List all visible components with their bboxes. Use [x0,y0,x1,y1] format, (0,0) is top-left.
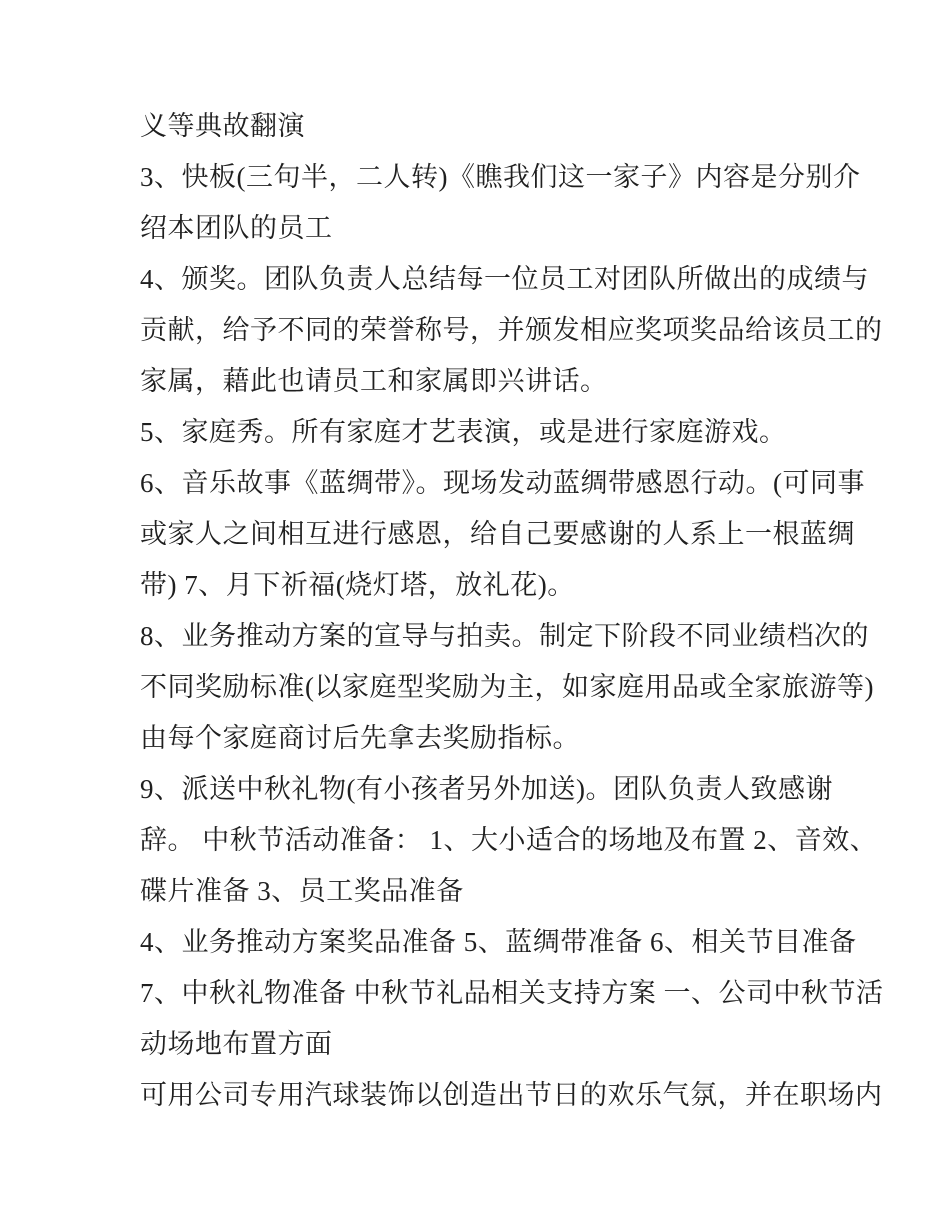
text-line: 碟片准备 3、员工奖品准备 [140,876,464,906]
text-line: 动场地布置方面 [140,1029,333,1059]
text-line: 由每个家庭商讨后先拿去奖励指标。 [140,723,580,753]
text-line: 家属，藉此也请员工和家属即兴讲话。 [140,366,608,396]
text-line: 7、中秋礼物准备 中秋节礼品相关支持方案 一、公司中秋节活 [140,978,884,1008]
text-line: 8、业务推动方案的宣导与拍卖。制定下阶段不同业绩档次的 [140,621,869,651]
text-line: 绍本团队的员工 [140,213,333,243]
text-line: 义等典故翻演 [140,111,305,141]
text-line: 辞。 中秋节活动准备： 1、大小适合的场地及布置 2、音效、 [140,825,878,855]
text-line: 4、业务推动方案奖品准备 5、蓝绸带准备 6、相关节目准备 [140,927,857,957]
text-line: 可用公司专用汽球装饰以创造出节日的欢乐气氛，并在职场内 [140,1080,883,1110]
text-line: 或家人之间相互进行感恩，给自己要感谢的人系上一根蓝绸 [140,519,855,549]
text-line: 9、派送中秋礼物(有小孩者另外加送)。团队负责人致感谢 [140,774,833,804]
text-line: 带) 7、月下祈福(烧灯塔，放礼花)。 [140,570,575,600]
document-text-block [140,101,884,1121]
text-line: 5、家庭秀。所有家庭才艺表演，或是进行家庭游戏。 [140,417,787,447]
text-line: 贡献，给予不同的荣誉称号，并颁发相应奖项奖品给该员工的 [140,315,883,345]
text-line: 不同奖励标准(以家庭型奖励为主，如家庭用品或全家旅游等) [140,672,874,702]
text-line: 6、音乐故事《蓝绸带》。现场发动蓝绸带感恩行动。(可同事 [140,468,865,498]
text-line: 4、颁奖。团队负责人总结每一位员工对团队所做出的成绩与 [140,264,869,294]
text-line: 3、快板(三句半，二人转)《瞧我们这一家子》内容是分别介 [140,162,861,192]
